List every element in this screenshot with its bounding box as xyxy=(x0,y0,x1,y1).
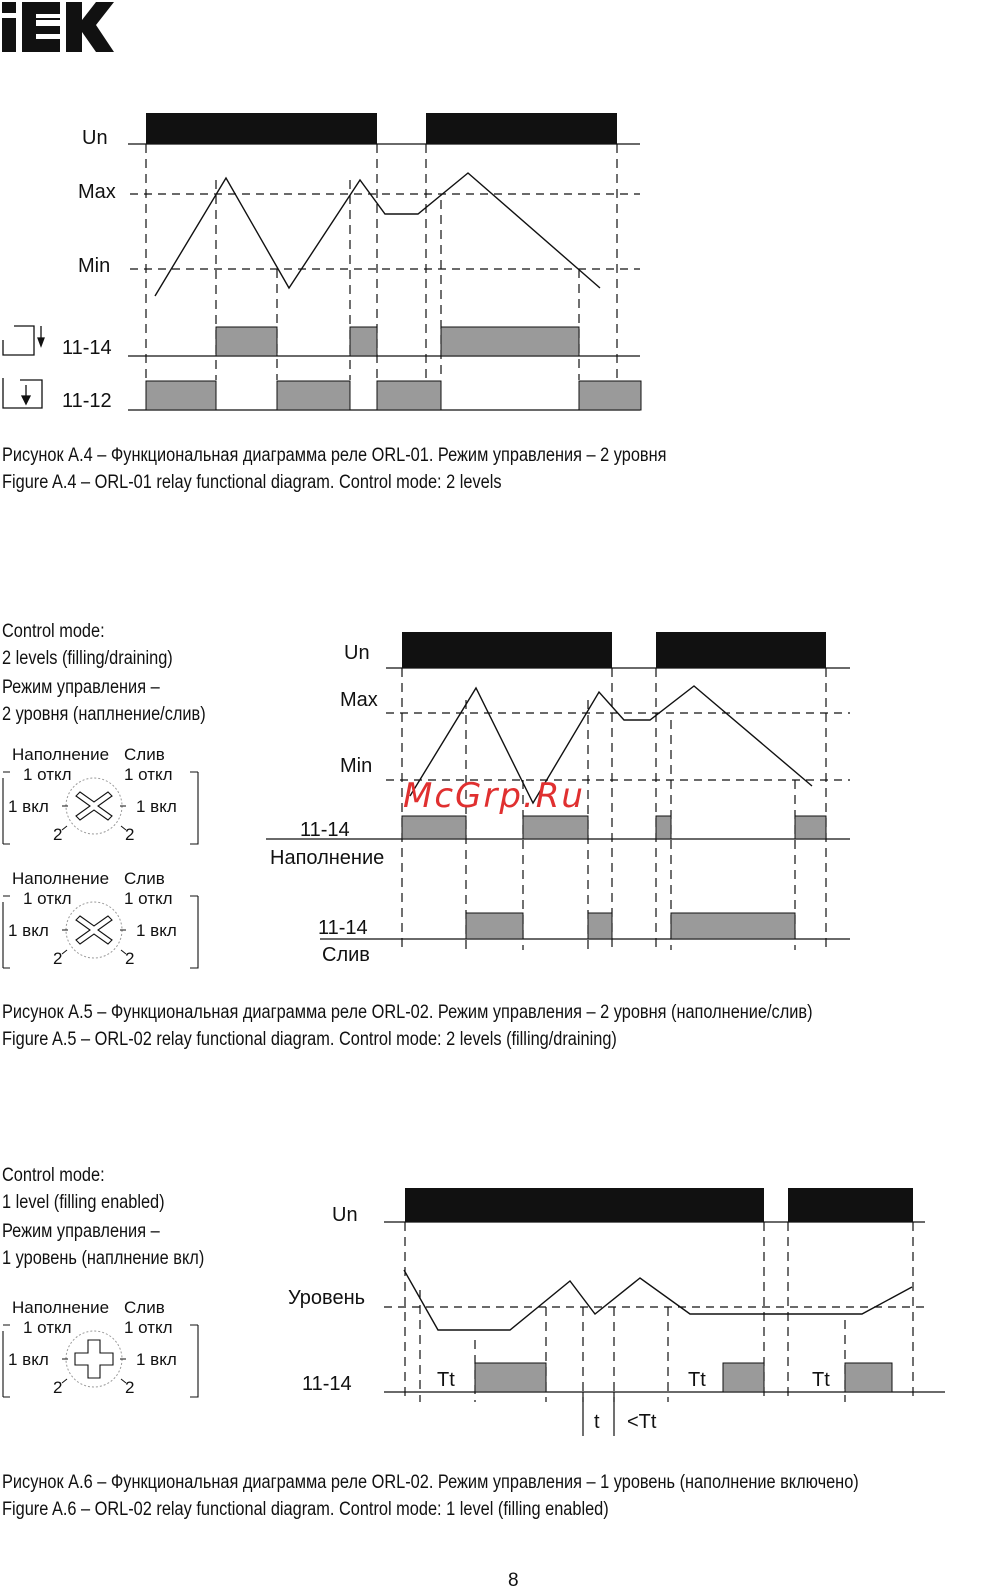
label-level: Уровень xyxy=(288,1287,366,1309)
label-un: Un xyxy=(82,127,108,149)
svg-text:1 вкл: 1 вкл xyxy=(136,921,177,940)
page-number: 8 xyxy=(508,1570,519,1591)
svg-text:1 откл: 1 откл xyxy=(23,889,72,908)
label-draining: Слив xyxy=(322,944,370,966)
svg-text:Наполнение: Наполнение xyxy=(12,745,110,764)
svg-text:2: 2 xyxy=(125,949,135,968)
svg-text:Слив: Слив xyxy=(124,1298,165,1317)
svg-text:1 вкл: 1 вкл xyxy=(8,797,49,816)
svg-text:Слив: Слив xyxy=(124,869,165,888)
label-11-14: 11-14 xyxy=(62,337,112,359)
label-11-14-draining: 11-14 xyxy=(318,917,368,939)
caption-a4-ru: Рисунок А.4 – Функциональная диаграмма реле ORL-01. Режим управления – 2 уровня xyxy=(2,445,667,466)
relay-nc-contact-icon xyxy=(3,378,42,408)
label-min: Min xyxy=(340,755,373,777)
a6-side-line-3: Режим управления – xyxy=(2,1221,160,1242)
a5-side-line-3: Режим управления – xyxy=(2,677,160,698)
label-11-12: 11-12 xyxy=(62,390,112,412)
label-min: Min xyxy=(78,255,111,277)
caption-a5-ru: Рисунок А.5 – Функциональная диаграмма реле ORL-02. Режим управления – 2 уровня (наполнение/слив) xyxy=(2,1002,813,1023)
svg-text:1 откл: 1 откл xyxy=(124,889,173,908)
label-max: Max xyxy=(78,181,116,203)
watermark: McGrp.Ru xyxy=(403,776,585,816)
a6-side-line-2: 1 level (filling enabled) xyxy=(2,1192,165,1213)
relay-no-contact-icon xyxy=(3,326,44,355)
svg-text:2: 2 xyxy=(53,949,63,968)
svg-text:Слив: Слив xyxy=(124,745,165,764)
figure-a4-diagram xyxy=(0,100,993,430)
label-11-14-filling: 11-14 xyxy=(300,819,350,841)
figure-a6-diagram xyxy=(0,1180,993,1450)
svg-text:1 вкл: 1 вкл xyxy=(8,921,49,940)
svg-text:1 вкл: 1 вкл xyxy=(136,797,177,816)
a6-side-line-4: 1 уровень (наплнение вкл) xyxy=(2,1248,205,1269)
svg-text:1 откл: 1 откл xyxy=(124,765,173,784)
caption-a5-en: Figure A.5 – ORL-02 relay functional diagram. Control mode: 2 levels (filling/draining) xyxy=(2,1029,617,1050)
svg-text:1 откл: 1 откл xyxy=(23,765,72,784)
svg-text:1 откл: 1 откл xyxy=(23,1318,72,1337)
label-11-14: 11-14 xyxy=(302,1373,352,1395)
a5-side-line-4: 2 уровня (наплнение/слив) xyxy=(2,704,206,725)
svg-text:2: 2 xyxy=(53,825,63,844)
svg-text:1 вкл: 1 вкл xyxy=(136,1350,177,1369)
label-tt-2: Tt xyxy=(688,1369,706,1391)
label-un: Un xyxy=(344,642,370,664)
caption-a6-en: Figure A.6 – ORL-02 relay functional diagram. Control mode: 1 level (filling enabled) xyxy=(2,1499,609,1520)
label-tt-3: Tt xyxy=(812,1369,830,1391)
caption-a6-ru: Рисунок А.6 – Функциональная диаграмма реле ORL-02. Режим управления – 1 уровень (наполнение включено) xyxy=(2,1472,859,1493)
a5-side-line-2: 2 levels (filling/draining) xyxy=(2,648,173,669)
caption-a4-en: Figure A.4 – ORL-01 relay functional diagram. Control mode: 2 levels xyxy=(2,472,502,493)
svg-text:Наполнение: Наполнение xyxy=(12,869,110,888)
label-tt-1: Tt xyxy=(437,1369,455,1391)
iek-logo xyxy=(0,0,120,56)
label-lt-tt: <Tt xyxy=(627,1411,657,1433)
svg-text:2: 2 xyxy=(53,1378,63,1397)
label-filling: Наполнение xyxy=(270,847,385,869)
label-un: Un xyxy=(332,1204,358,1226)
svg-text:1 откл: 1 откл xyxy=(124,1318,173,1337)
a5-side-line-1: Control mode: xyxy=(2,621,105,642)
label-t: t xyxy=(594,1411,600,1433)
svg-text:Наполнение: Наполнение xyxy=(12,1298,110,1317)
svg-text:2: 2 xyxy=(125,1378,135,1397)
svg-text:2: 2 xyxy=(125,825,135,844)
svg-text:1 вкл: 1 вкл xyxy=(8,1350,49,1369)
a6-side-line-1: Control mode: xyxy=(2,1165,105,1186)
label-max: Max xyxy=(340,689,378,711)
